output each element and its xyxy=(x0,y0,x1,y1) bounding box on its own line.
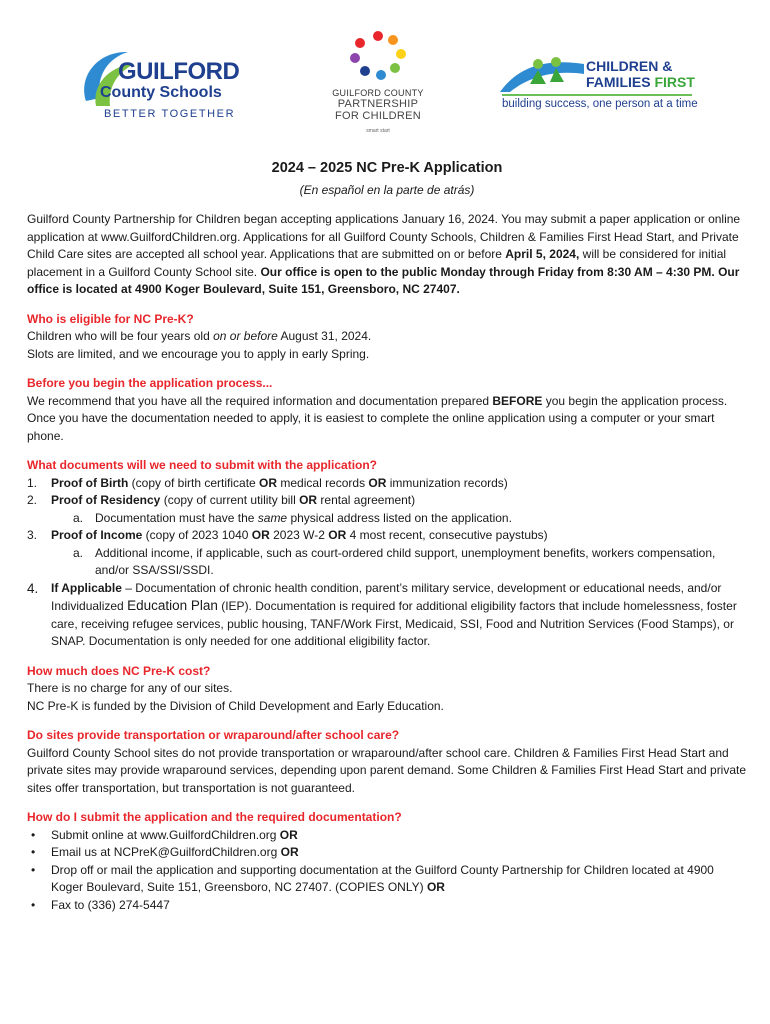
list-subitem: a. Additional income, if applicable, such as court-ordered child support, unemployment benefits, workers compensation, and/or SSA/SSI/SSDI. xyxy=(73,545,716,577)
page-title: 2024 – 2025 NC Pre-K Application xyxy=(271,160,503,176)
documents-section xyxy=(27,457,747,651)
partnership-ring-icon xyxy=(343,28,413,84)
list-item: • Drop off or mail the application and supporting documentation at the Guilford County Partnership for Children located at 4900 Koger Boulevard, Suite 151, Greensboro, NC 27407. (COPIES ONLY) OR xyxy=(31,862,714,894)
submit-list xyxy=(27,827,747,915)
gcs-name-line1: GUILFORD xyxy=(118,58,240,85)
transportation-section xyxy=(27,727,747,797)
before-heading: Before you begin the application process... xyxy=(27,376,273,390)
gcs-name-line2: County Schools xyxy=(100,84,222,101)
list-item: • Fax to (336) 274-5447 xyxy=(31,897,170,912)
guilford-county-schools-logo xyxy=(78,46,248,146)
cost-heading: How much does NC Pre-K cost? xyxy=(27,663,211,678)
list-item: • Email us at NCPreK@GuilfordChildren.org OR xyxy=(31,845,299,859)
eligibility-line1: Children who will be four years old on or before August 31, 2024. xyxy=(27,329,372,343)
gcpc-line3: FOR CHILDREN xyxy=(334,110,422,122)
gcs-tagline: BETTER TOGETHER xyxy=(104,108,236,120)
submit-section xyxy=(27,809,747,914)
intro-paragraph: Guilford County Partnership for Children began accepting applications January 16, 2024. You may submit a paper application or online application at www.GuilfordChildren.org. Applications for all Guilford County Schools, Children & Families First Head Start, and Private Child Care sites are accepted all school year. Applications that are submitted on or before April 5, 2024, will be considered for initial placement in a Guilford County School site. Our office is open to the public Monday through Friday from 8:30 AM – 4:30 PM. Our office is located at 4900 Koger Boulevard, Suite 151, Greensboro, NC 27407. xyxy=(27,212,741,296)
eligibility-section xyxy=(27,311,747,364)
list-item: • Submit online at www.GuilfordChildren.org OR xyxy=(31,827,298,842)
cff-tagline: building success, one person at a time xyxy=(502,98,698,110)
gcpc-line1: GUILFORD COUNTY xyxy=(332,88,424,98)
list-item: 4. If Applicable – Documentation of chronic health condition, parent’s military service, development or educational needs, and/or Individualized Education Plan (IEP). Documentation is required for additional eligibility factors that include homelessness, foster care, receiving refugee services, public housing, TANF/Work First, Medicaid, SSI, Food and Nutrition Services (Food Stamps), or SNAP. Documentation is only needed for one additional eligibility factor. xyxy=(27,580,737,648)
gcpc-line2: PARTNERSHIP xyxy=(337,98,419,110)
list-item: 3. Proof of Income (copy of 2023 1040 OR 2023 W-2 OR 4 most recent, consecutive paystubs) xyxy=(27,528,548,542)
logo-header xyxy=(0,24,770,144)
cff-name-line1: CHILDREN & xyxy=(586,58,673,74)
children-families-first-logo xyxy=(500,54,710,144)
list-subitem: a. Documentation must have the same physical address listed on the application. xyxy=(73,510,512,525)
before-text: We recommend that you have all the required information and documentation prepared BEFORE you begin the application process. Once you have the documentation needed to apply, it is easiest to complete the online application using a computer or your smart phone. xyxy=(27,393,728,443)
transportation-heading: Do sites provide transportation or wraparound/after school care? xyxy=(27,728,400,742)
cff-name-line2: FAMILIES FIRST xyxy=(586,74,695,90)
eligibility-line2: Slots are limited, and we encourage you to apply in early Spring. xyxy=(27,346,370,361)
smart-start-mark: smart start xyxy=(366,128,390,134)
list-item: 1. Proof of Birth (copy of birth certificate OR medical records OR immunization records) xyxy=(27,475,508,490)
submit-heading: How do I submit the application and the required documentation? xyxy=(27,810,402,824)
eligibility-heading: Who is eligible for NC Pre-K? xyxy=(27,311,194,326)
before-section xyxy=(27,375,747,445)
cost-line1: There is no charge for any of our sites. xyxy=(27,681,233,695)
cost-line2: NC Pre-K is funded by the Division of Child Development and Early Education. xyxy=(27,698,444,713)
spanish-note: (En español en la parte de atrás) xyxy=(299,182,475,197)
cff-figures-icon xyxy=(500,54,584,94)
transportation-text: Guilford County School sites do not provide transportation or wraparound/after school care. Children & Families First Head Start and private sites may provide wraparound services, depending upon parent demand. Some Children & Families First Head Start and private sites offer transportation, but transportation is not guaranteed. xyxy=(27,745,747,795)
document-body xyxy=(27,160,747,914)
cff-divider xyxy=(502,94,692,96)
documents-heading: What documents will we need to submit with the application? xyxy=(27,458,378,472)
partnership-for-children-logo xyxy=(328,28,428,148)
cost-section xyxy=(27,663,747,716)
documents-list xyxy=(27,475,747,651)
list-item: 2. Proof of Residency (copy of current utility bill OR rental agreement) xyxy=(27,493,416,507)
